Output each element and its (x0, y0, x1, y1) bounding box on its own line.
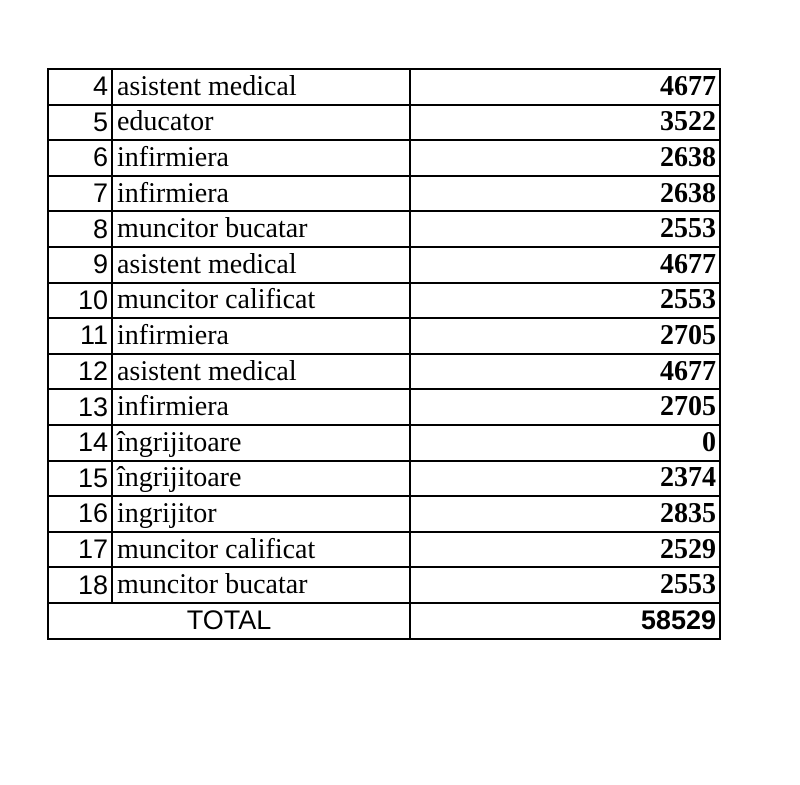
row-number: 14 (48, 425, 112, 461)
row-position: asistent medical (112, 69, 410, 105)
row-position: infirmiera (112, 176, 410, 212)
row-salary: 2374 (410, 461, 720, 497)
row-salary: 2638 (410, 176, 720, 212)
table-row (48, 140, 720, 176)
row-position: asistent medical (112, 247, 410, 283)
row-position: infirmiera (112, 389, 410, 425)
table-row (48, 425, 720, 461)
row-salary: 2705 (410, 389, 720, 425)
row-salary: 3522 (410, 105, 720, 141)
table-row (48, 283, 720, 319)
row-number: 11 (48, 318, 112, 354)
row-number: 6 (48, 140, 112, 176)
row-salary: 2529 (410, 532, 720, 568)
row-salary: 4677 (410, 247, 720, 283)
row-position: muncitor calificat (112, 283, 410, 319)
row-number: 10 (48, 283, 112, 319)
row-number: 5 (48, 105, 112, 141)
table-row (48, 176, 720, 212)
row-number: 8 (48, 211, 112, 247)
row-salary: 4677 (410, 69, 720, 105)
row-number: 18 (48, 567, 112, 603)
row-position: îngrijitoare (112, 461, 410, 497)
row-number: 16 (48, 496, 112, 532)
row-position: asistent medical (112, 354, 410, 390)
row-number: 9 (48, 247, 112, 283)
row-salary: 2705 (410, 318, 720, 354)
total-row (48, 603, 720, 639)
salary-table (47, 68, 721, 640)
row-position: infirmiera (112, 140, 410, 176)
table-row (48, 318, 720, 354)
table-row (48, 105, 720, 141)
row-position: muncitor calificat (112, 532, 410, 568)
row-salary: 2553 (410, 567, 720, 603)
row-number: 12 (48, 354, 112, 390)
row-number: 17 (48, 532, 112, 568)
table-row (48, 496, 720, 532)
table-body (48, 69, 720, 603)
table-row (48, 247, 720, 283)
total-label: TOTAL (48, 603, 410, 639)
table-row (48, 567, 720, 603)
row-salary: 0 (410, 425, 720, 461)
row-position: ingrijitor (112, 496, 410, 532)
row-salary: 2638 (410, 140, 720, 176)
table-row (48, 69, 720, 105)
row-position: muncitor bucatar (112, 567, 410, 603)
row-number: 7 (48, 176, 112, 212)
table-row (48, 354, 720, 390)
table-row (48, 211, 720, 247)
row-salary: 4677 (410, 354, 720, 390)
row-number: 15 (48, 461, 112, 497)
row-salary: 2553 (410, 283, 720, 319)
total-value: 58529 (410, 603, 720, 639)
row-number: 4 (48, 69, 112, 105)
row-position: îngrijitoare (112, 425, 410, 461)
row-salary: 2835 (410, 496, 720, 532)
row-position: educator (112, 105, 410, 141)
table-row (48, 532, 720, 568)
row-salary: 2553 (410, 211, 720, 247)
table-row (48, 461, 720, 497)
table-row (48, 389, 720, 425)
row-position: infirmiera (112, 318, 410, 354)
row-number: 13 (48, 389, 112, 425)
row-position: muncitor bucatar (112, 211, 410, 247)
